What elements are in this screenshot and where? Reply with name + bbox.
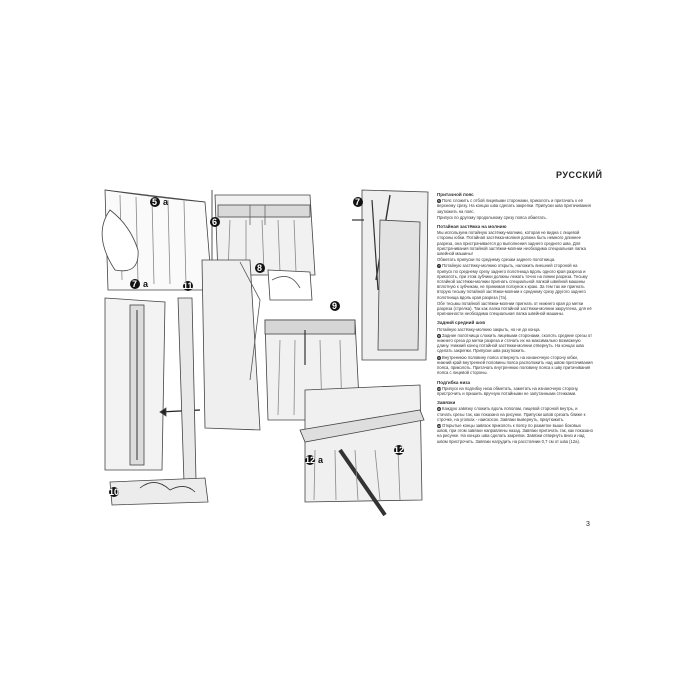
figure-label-10: 10 (109, 487, 120, 497)
figure-10-drawing (110, 478, 208, 505)
figure-label-7a: 7 (132, 279, 138, 289)
step-badge: 11 (437, 407, 441, 412)
language-heading: РУССКИЙ (556, 170, 603, 180)
figure-11-drawing (178, 298, 196, 482)
paragraph: 12Открытые концы завязок приколоть к поясу по разметке выше боковых швов, при этом завязки направлены назад. Завязки притачать так, как показано на рисунке. На концах шва сделать закрепки. Завязки отвернуть вниз и над швом пристрочить. Завязки нагрудить на расстоянии 0,7 см от шва (12а). (437, 422, 593, 444)
figure-label-12: 12 (394, 445, 405, 455)
figure-label-5-suffix: а (163, 197, 169, 207)
paragraph: Потайную застёжку-молнию закрыть, но не до конца. (437, 326, 541, 332)
paragraph: 11Каждую завязку сложить вдоль пополам, лицевой стороной внутрь, и стачать срезы так, как показано на рисунке. Припуски швов срезать ближе к строчке, на уголках - наискосок. Завязки вывернуть, приутюжить. (437, 406, 586, 422)
figure-12-drawing (300, 385, 424, 515)
paragraph: 10Припуск на подгибку низа обметать, заметать на изнаночную сторону, пристрочить и пришить вручную потайными не запутанными стежками. (437, 385, 579, 396)
page-number: 3 (586, 521, 590, 528)
step-badge: 5 (438, 199, 440, 204)
figure-label-9: 9 (332, 301, 338, 311)
sewing-illustrations (100, 180, 430, 520)
paragraph: Мы используем потайную застёжку-молнию, которая не видна с лицевой стороны юбки. Потайная застёжка-молния должна быть немного длиннее разреза, она пристрачивается до выполнения заднего среднего шва. Для пристрачивания потайной застёжки-молнии необходима специальная лапка швейной машины! (437, 230, 586, 257)
section-heading-zipper: Потайная застёжка на молнию (437, 224, 507, 230)
paragraph: 5 Пояс сложить с отбой лицевыми сторонами, приколоть и притачать к её верхнему срезу. На концах шва сделать закрепки. Припуски шва притачивания заутюжить на пояс. (437, 198, 591, 214)
figure-label-12a: 12 (305, 455, 316, 465)
figure-label-11: 11 (183, 281, 193, 291)
figure-label-6: 6 (212, 217, 218, 227)
step-badge: 9 (438, 355, 440, 360)
section-heading-back-seam: Задний средний шов (437, 320, 486, 326)
paragraph: 9 Внутреннюю половину пояса отвернуть на изнаночную сторону юбки, нижний край внутренней половины пояса расположить над швом притачивания пояса, приколоть. Притачать внутреннюю половину пояса к шву притачивания пояса с лицевой стороны. (437, 354, 593, 376)
section-heading-ties: Завязки (437, 400, 456, 406)
paragraph: 8 Задние полотнища сложить лицевыми сторонами, сколоть средние срезы от нижнего среза до метки разреза и стачать их на максимально возможную длину. Нижний конец потайной застёжки-молнии отвернуть. На концах шва сделать закрепки. Припуски шва разутюжить. (437, 332, 593, 354)
section-heading-hem: Подгибка низа (437, 379, 471, 385)
figure-7-drawing (352, 190, 428, 360)
paragraph: Припуск по другому продольному срезу пояса обметать. (437, 214, 547, 220)
paragraph: Обметать припуски по среднему срезам заднего полотнища. (437, 257, 556, 263)
instruction-text-column (437, 188, 593, 445)
step-badge: 12 (437, 423, 441, 428)
figure-label-7: 7 (355, 197, 361, 207)
figure-label-8: 8 (257, 263, 263, 273)
section-heading-waistband: Притачной пояс (437, 192, 474, 197)
figure-label-12a-suffix: а (318, 455, 324, 465)
paragraph: Обе тесьмы потайной застёжки-молнии пригнать от нижнего края до метки разреза (стрелка). Так как лапка потайной застёжки-молнии закруглена, для её пригнанности необходима специальная лапка швейной машины. (437, 300, 592, 317)
step-badge: 8 (438, 333, 440, 338)
paragraph: 7 Потайную застёжку-молнию открыть, наложить внешней стороной на припуск по среднему срезу заднего полотнища вдоль одного края разреза и приколоть, при этом зубчики должны лежать точно на линии разреза. Тесьму потайной застёжки-молнии пригнать специальной лапкой швейной машины вплотную к зубчикам, не принимая ползунок к краю. За тем так же пригнать вторую тесьму потайной застёжки-молнии к среднему срезу другого заднего полотнища вдоль края разреза (7а). (437, 263, 588, 300)
figure-label-7a-suffix: а (143, 279, 149, 289)
figure-label-5: 5 (152, 197, 158, 207)
step-badge: 10 (437, 386, 441, 391)
step-badge: 7 (438, 264, 440, 269)
